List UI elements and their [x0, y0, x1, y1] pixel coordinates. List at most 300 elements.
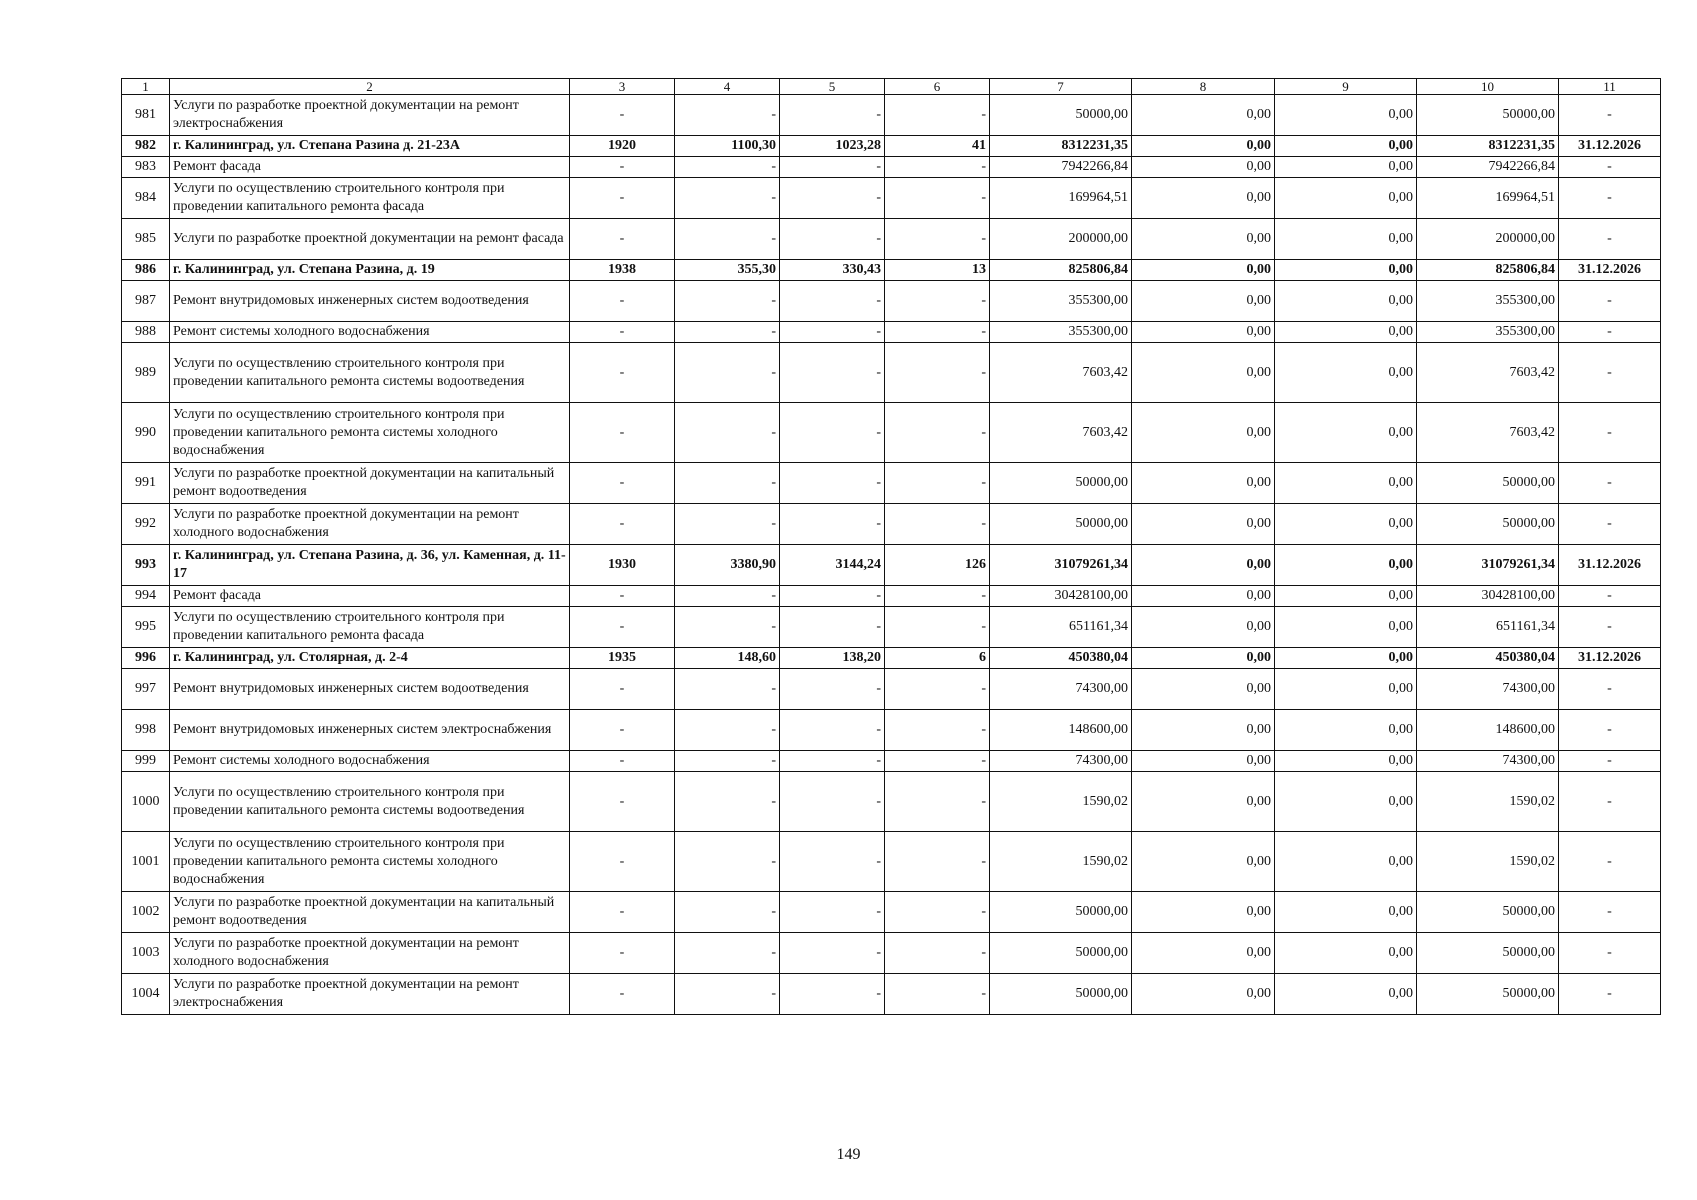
col10-cell: 50000,00: [1417, 463, 1559, 504]
col9-cell: 0,00: [1275, 892, 1417, 933]
col8-cell: 0,00: [1132, 322, 1275, 343]
col7-cell: 50000,00: [990, 463, 1132, 504]
col3-cell: -: [570, 157, 675, 178]
col5-cell: -: [780, 832, 885, 892]
col5-cell: -: [780, 178, 885, 219]
col8-cell: 0,00: [1132, 504, 1275, 545]
col3-cell: -: [570, 772, 675, 832]
col10-cell: 651161,34: [1417, 607, 1559, 648]
row-number-cell: 1003: [122, 933, 170, 974]
col8-cell: 0,00: [1132, 281, 1275, 322]
col11-cell: 31.12.2026: [1559, 545, 1661, 586]
col5-cell: -: [780, 751, 885, 772]
col4-cell: -: [675, 892, 780, 933]
header-row: [122, 79, 1661, 95]
col9-cell: 0,00: [1275, 772, 1417, 832]
col7-cell: 7942266,84: [990, 157, 1132, 178]
column-header-7: 7: [990, 79, 1132, 95]
col8-cell: 0,00: [1132, 832, 1275, 892]
col3-cell: -: [570, 281, 675, 322]
work-name-cell: г. Калининград, ул. Степана Разина, д. 19: [170, 260, 570, 281]
col5-cell: -: [780, 933, 885, 974]
col6-cell: -: [885, 586, 990, 607]
col11-cell: -: [1559, 157, 1661, 178]
row-number-cell: 993: [122, 545, 170, 586]
col10-cell: 8312231,35: [1417, 136, 1559, 157]
col9-cell: 0,00: [1275, 403, 1417, 463]
table-row: [122, 504, 1661, 545]
col4-cell: -: [675, 586, 780, 607]
col9-cell: 0,00: [1275, 178, 1417, 219]
col5-cell: -: [780, 586, 885, 607]
col10-cell: 50000,00: [1417, 95, 1559, 136]
col5-cell: 3144,24: [780, 545, 885, 586]
col9-cell: 0,00: [1275, 545, 1417, 586]
col10-cell: 7603,42: [1417, 343, 1559, 403]
col6-cell: 13: [885, 260, 990, 281]
col11-cell: -: [1559, 219, 1661, 260]
col7-cell: 30428100,00: [990, 586, 1132, 607]
col7-cell: 31079261,34: [990, 545, 1132, 586]
col7-cell: 50000,00: [990, 504, 1132, 545]
col3-cell: 1920: [570, 136, 675, 157]
col3-cell: -: [570, 463, 675, 504]
table-row: [122, 933, 1661, 974]
table-row: [122, 832, 1661, 892]
col6-cell: -: [885, 892, 990, 933]
work-name-cell: Услуги по осуществлению строительного контроля при проведении капитального ремонта фасада: [170, 178, 570, 219]
column-header-6: 6: [885, 79, 990, 95]
col9-cell: 0,00: [1275, 136, 1417, 157]
col4-cell: -: [675, 178, 780, 219]
col6-cell: -: [885, 322, 990, 343]
table-row: [122, 136, 1661, 157]
col7-cell: 169964,51: [990, 178, 1132, 219]
col8-cell: 0,00: [1132, 95, 1275, 136]
col9-cell: 0,00: [1275, 710, 1417, 751]
work-name-cell: Ремонт внутридомовых инженерных систем электроснабжения: [170, 710, 570, 751]
col10-cell: 450380,04: [1417, 648, 1559, 669]
row-number-cell: 998: [122, 710, 170, 751]
table-row: [122, 403, 1661, 463]
row-number-cell: 999: [122, 751, 170, 772]
col11-cell: 31.12.2026: [1559, 136, 1661, 157]
col11-cell: -: [1559, 281, 1661, 322]
col9-cell: 0,00: [1275, 463, 1417, 504]
row-number-cell: 996: [122, 648, 170, 669]
col3-cell: -: [570, 710, 675, 751]
col9-cell: 0,00: [1275, 586, 1417, 607]
col8-cell: 0,00: [1132, 607, 1275, 648]
table-row: [122, 95, 1661, 136]
row-number-cell: 985: [122, 219, 170, 260]
col4-cell: -: [675, 607, 780, 648]
col6-cell: 126: [885, 545, 990, 586]
col3-cell: -: [570, 607, 675, 648]
col9-cell: 0,00: [1275, 648, 1417, 669]
column-header-11: 11: [1559, 79, 1661, 95]
col4-cell: -: [675, 343, 780, 403]
work-name-cell: Услуги по разработке проектной документации на капитальный ремонт водоотведения: [170, 892, 570, 933]
col7-cell: 7603,42: [990, 343, 1132, 403]
col10-cell: 31079261,34: [1417, 545, 1559, 586]
col5-cell: -: [780, 343, 885, 403]
row-number-cell: 983: [122, 157, 170, 178]
col4-cell: -: [675, 772, 780, 832]
col5-cell: -: [780, 504, 885, 545]
work-name-cell: г. Калининград, ул. Столярная, д. 2-4: [170, 648, 570, 669]
work-name-cell: Ремонт фасада: [170, 586, 570, 607]
col8-cell: 0,00: [1132, 260, 1275, 281]
col7-cell: 50000,00: [990, 95, 1132, 136]
col3-cell: -: [570, 933, 675, 974]
col4-cell: -: [675, 710, 780, 751]
work-name-cell: Услуги по осуществлению строительного контроля при проведении капитального ремонта системы водоотведения: [170, 343, 570, 403]
col9-cell: 0,00: [1275, 933, 1417, 974]
col4-cell: -: [675, 832, 780, 892]
col3-cell: 1930: [570, 545, 675, 586]
col11-cell: 31.12.2026: [1559, 648, 1661, 669]
col10-cell: 200000,00: [1417, 219, 1559, 260]
col5-cell: 330,43: [780, 260, 885, 281]
col9-cell: 0,00: [1275, 607, 1417, 648]
col4-cell: -: [675, 95, 780, 136]
row-number-cell: 984: [122, 178, 170, 219]
col5-cell: -: [780, 403, 885, 463]
row-number-cell: 981: [122, 95, 170, 136]
col10-cell: 30428100,00: [1417, 586, 1559, 607]
table-row: [122, 219, 1661, 260]
col6-cell: -: [885, 403, 990, 463]
col9-cell: 0,00: [1275, 504, 1417, 545]
col6-cell: -: [885, 669, 990, 710]
work-name-cell: Ремонт внутридомовых инженерных систем водоотведения: [170, 669, 570, 710]
col6-cell: -: [885, 974, 990, 1015]
col9-cell: 0,00: [1275, 832, 1417, 892]
col7-cell: 7603,42: [990, 403, 1132, 463]
column-header-10: 10: [1417, 79, 1559, 95]
col11-cell: -: [1559, 343, 1661, 403]
col3-cell: -: [570, 403, 675, 463]
column-header-8: 8: [1132, 79, 1275, 95]
col8-cell: 0,00: [1132, 136, 1275, 157]
col3-cell: -: [570, 974, 675, 1015]
table-row: [122, 343, 1661, 403]
col4-cell: -: [675, 281, 780, 322]
col9-cell: 0,00: [1275, 343, 1417, 403]
col10-cell: 825806,84: [1417, 260, 1559, 281]
col4-cell: -: [675, 933, 780, 974]
col7-cell: 355300,00: [990, 322, 1132, 343]
col5-cell: -: [780, 669, 885, 710]
col9-cell: 0,00: [1275, 219, 1417, 260]
row-number-cell: 986: [122, 260, 170, 281]
col5-cell: -: [780, 974, 885, 1015]
table-row: [122, 157, 1661, 178]
work-name-cell: Услуги по разработке проектной документации на ремонт электроснабжения: [170, 95, 570, 136]
col7-cell: 74300,00: [990, 669, 1132, 710]
col9-cell: 0,00: [1275, 669, 1417, 710]
row-number-cell: 989: [122, 343, 170, 403]
column-header-3: 3: [570, 79, 675, 95]
col11-cell: -: [1559, 178, 1661, 219]
col3-cell: -: [570, 95, 675, 136]
col10-cell: 50000,00: [1417, 974, 1559, 1015]
col8-cell: 0,00: [1132, 648, 1275, 669]
col10-cell: 1590,02: [1417, 772, 1559, 832]
work-name-cell: Услуги по разработке проектной документации на ремонт холодного водоснабжения: [170, 504, 570, 545]
col6-cell: -: [885, 832, 990, 892]
table-row: [122, 281, 1661, 322]
column-header-2: 2: [170, 79, 570, 95]
row-number-cell: 994: [122, 586, 170, 607]
col11-cell: -: [1559, 669, 1661, 710]
col10-cell: 50000,00: [1417, 892, 1559, 933]
col3-cell: -: [570, 322, 675, 343]
col7-cell: 651161,34: [990, 607, 1132, 648]
col6-cell: 6: [885, 648, 990, 669]
work-name-cell: Услуги по разработке проектной документации на ремонт электроснабжения: [170, 974, 570, 1015]
col11-cell: -: [1559, 751, 1661, 772]
col8-cell: 0,00: [1132, 933, 1275, 974]
col6-cell: -: [885, 607, 990, 648]
col5-cell: -: [780, 281, 885, 322]
col10-cell: 50000,00: [1417, 504, 1559, 545]
col5-cell: -: [780, 157, 885, 178]
col11-cell: -: [1559, 832, 1661, 892]
col10-cell: 50000,00: [1417, 933, 1559, 974]
col10-cell: 169964,51: [1417, 178, 1559, 219]
column-header-9: 9: [1275, 79, 1417, 95]
col5-cell: -: [780, 607, 885, 648]
col9-cell: 0,00: [1275, 281, 1417, 322]
col8-cell: 0,00: [1132, 219, 1275, 260]
col4-cell: -: [675, 403, 780, 463]
col10-cell: 74300,00: [1417, 669, 1559, 710]
col11-cell: -: [1559, 504, 1661, 545]
work-name-cell: г. Калининград, ул. Степана Разина д. 21-23А: [170, 136, 570, 157]
row-number-cell: 995: [122, 607, 170, 648]
table-row: [122, 648, 1661, 669]
col6-cell: -: [885, 504, 990, 545]
table-row: [122, 322, 1661, 343]
col11-cell: -: [1559, 974, 1661, 1015]
col7-cell: 8312231,35: [990, 136, 1132, 157]
col5-cell: 1023,28: [780, 136, 885, 157]
col3-cell: -: [570, 669, 675, 710]
col6-cell: -: [885, 710, 990, 751]
col9-cell: 0,00: [1275, 95, 1417, 136]
work-name-cell: Услуги по осуществлению строительного контроля при проведении капитального ремонта системы водоотведения: [170, 772, 570, 832]
col8-cell: 0,00: [1132, 178, 1275, 219]
col7-cell: 1590,02: [990, 772, 1132, 832]
col10-cell: 7603,42: [1417, 403, 1559, 463]
col4-cell: 148,60: [675, 648, 780, 669]
col11-cell: -: [1559, 463, 1661, 504]
col9-cell: 0,00: [1275, 157, 1417, 178]
col8-cell: 0,00: [1132, 751, 1275, 772]
col3-cell: -: [570, 751, 675, 772]
col5-cell: -: [780, 95, 885, 136]
row-number-cell: 1002: [122, 892, 170, 933]
col3-cell: -: [570, 178, 675, 219]
col11-cell: 31.12.2026: [1559, 260, 1661, 281]
col4-cell: 1100,30: [675, 136, 780, 157]
column-header-5: 5: [780, 79, 885, 95]
col4-cell: -: [675, 219, 780, 260]
work-name-cell: Услуги по осуществлению строительного контроля при проведении капитального ремонта системы холодного водоснабжения: [170, 403, 570, 463]
col7-cell: 50000,00: [990, 974, 1132, 1015]
work-name-cell: Ремонт системы холодного водоснабжения: [170, 322, 570, 343]
col4-cell: -: [675, 504, 780, 545]
col6-cell: -: [885, 933, 990, 974]
col8-cell: 0,00: [1132, 974, 1275, 1015]
work-name-cell: Ремонт внутридомовых инженерных систем водоотведения: [170, 281, 570, 322]
work-name-cell: Услуги по разработке проектной документации на капитальный ремонт водоотведения: [170, 463, 570, 504]
col3-cell: 1935: [570, 648, 675, 669]
column-header-1: 1: [122, 79, 170, 95]
col11-cell: -: [1559, 95, 1661, 136]
col4-cell: -: [675, 669, 780, 710]
table-row: [122, 772, 1661, 832]
col8-cell: 0,00: [1132, 586, 1275, 607]
col8-cell: 0,00: [1132, 545, 1275, 586]
row-number-cell: 992: [122, 504, 170, 545]
col8-cell: 0,00: [1132, 403, 1275, 463]
col7-cell: 450380,04: [990, 648, 1132, 669]
col6-cell: -: [885, 157, 990, 178]
row-number-cell: 1004: [122, 974, 170, 1015]
row-number-cell: 997: [122, 669, 170, 710]
col4-cell: -: [675, 322, 780, 343]
col3-cell: -: [570, 504, 675, 545]
col3-cell: -: [570, 586, 675, 607]
work-name-cell: Услуги по осуществлению строительного контроля при проведении капитального ремонта системы холодного водоснабжения: [170, 832, 570, 892]
data-table: [121, 78, 1661, 1015]
work-name-cell: Ремонт системы холодного водоснабжения: [170, 751, 570, 772]
work-name-cell: Ремонт фасада: [170, 157, 570, 178]
col3-cell: -: [570, 892, 675, 933]
col5-cell: 138,20: [780, 648, 885, 669]
col9-cell: 0,00: [1275, 974, 1417, 1015]
row-number-cell: 991: [122, 463, 170, 504]
col4-cell: -: [675, 751, 780, 772]
col4-cell: 355,30: [675, 260, 780, 281]
col4-cell: -: [675, 157, 780, 178]
column-header-4: 4: [675, 79, 780, 95]
col7-cell: 50000,00: [990, 933, 1132, 974]
col5-cell: -: [780, 710, 885, 751]
col6-cell: -: [885, 95, 990, 136]
col10-cell: 355300,00: [1417, 322, 1559, 343]
table-row: [122, 545, 1661, 586]
col5-cell: -: [780, 892, 885, 933]
col10-cell: 74300,00: [1417, 751, 1559, 772]
col10-cell: 148600,00: [1417, 710, 1559, 751]
col10-cell: 1590,02: [1417, 832, 1559, 892]
col9-cell: 0,00: [1275, 751, 1417, 772]
col6-cell: -: [885, 343, 990, 403]
page-number: 149: [836, 1146, 861, 1163]
row-number-cell: 988: [122, 322, 170, 343]
col11-cell: -: [1559, 607, 1661, 648]
col8-cell: 0,00: [1132, 157, 1275, 178]
col5-cell: -: [780, 772, 885, 832]
table-row: [122, 974, 1661, 1015]
table-row: [122, 669, 1661, 710]
table-row: [122, 178, 1661, 219]
col3-cell: -: [570, 343, 675, 403]
col8-cell: 0,00: [1132, 343, 1275, 403]
col3-cell: 1938: [570, 260, 675, 281]
row-number-cell: 1001: [122, 832, 170, 892]
col8-cell: 0,00: [1132, 463, 1275, 504]
work-name-cell: г. Калининград, ул. Степана Разина, д. 36, ул. Каменная, д. 11-17: [170, 545, 570, 586]
col6-cell: -: [885, 751, 990, 772]
col11-cell: -: [1559, 403, 1661, 463]
col11-cell: -: [1559, 772, 1661, 832]
col7-cell: 1590,02: [990, 832, 1132, 892]
row-number-cell: 982: [122, 136, 170, 157]
table-row: [122, 586, 1661, 607]
col7-cell: 355300,00: [990, 281, 1132, 322]
work-name-cell: Услуги по разработке проектной документации на ремонт холодного водоснабжения: [170, 933, 570, 974]
col11-cell: -: [1559, 586, 1661, 607]
col5-cell: -: [780, 322, 885, 343]
col7-cell: 148600,00: [990, 710, 1132, 751]
col6-cell: -: [885, 178, 990, 219]
table-row: [122, 607, 1661, 648]
col5-cell: -: [780, 219, 885, 260]
col6-cell: -: [885, 463, 990, 504]
work-name-cell: Услуги по осуществлению строительного контроля при проведении капитального ремонта фасада: [170, 607, 570, 648]
col4-cell: 3380,90: [675, 545, 780, 586]
table-row: [122, 260, 1661, 281]
col6-cell: -: [885, 772, 990, 832]
table-row: [122, 463, 1661, 504]
col3-cell: -: [570, 832, 675, 892]
col4-cell: -: [675, 974, 780, 1015]
col7-cell: 74300,00: [990, 751, 1132, 772]
col11-cell: -: [1559, 322, 1661, 343]
table-row: [122, 892, 1661, 933]
col6-cell: -: [885, 219, 990, 260]
row-number-cell: 990: [122, 403, 170, 463]
work-name-cell: Услуги по разработке проектной документации на ремонт фасада: [170, 219, 570, 260]
col11-cell: -: [1559, 710, 1661, 751]
col7-cell: 200000,00: [990, 219, 1132, 260]
col10-cell: 355300,00: [1417, 281, 1559, 322]
row-number-cell: 1000: [122, 772, 170, 832]
col11-cell: -: [1559, 933, 1661, 974]
col8-cell: 0,00: [1132, 710, 1275, 751]
col5-cell: -: [780, 463, 885, 504]
col8-cell: 0,00: [1132, 669, 1275, 710]
table-row: [122, 751, 1661, 772]
col9-cell: 0,00: [1275, 260, 1417, 281]
col11-cell: -: [1559, 892, 1661, 933]
col8-cell: 0,00: [1132, 772, 1275, 832]
table-row: [122, 710, 1661, 751]
col6-cell: 41: [885, 136, 990, 157]
col3-cell: -: [570, 219, 675, 260]
col7-cell: 50000,00: [990, 892, 1132, 933]
col4-cell: -: [675, 463, 780, 504]
col6-cell: -: [885, 281, 990, 322]
col10-cell: 7942266,84: [1417, 157, 1559, 178]
col7-cell: 825806,84: [990, 260, 1132, 281]
col9-cell: 0,00: [1275, 322, 1417, 343]
